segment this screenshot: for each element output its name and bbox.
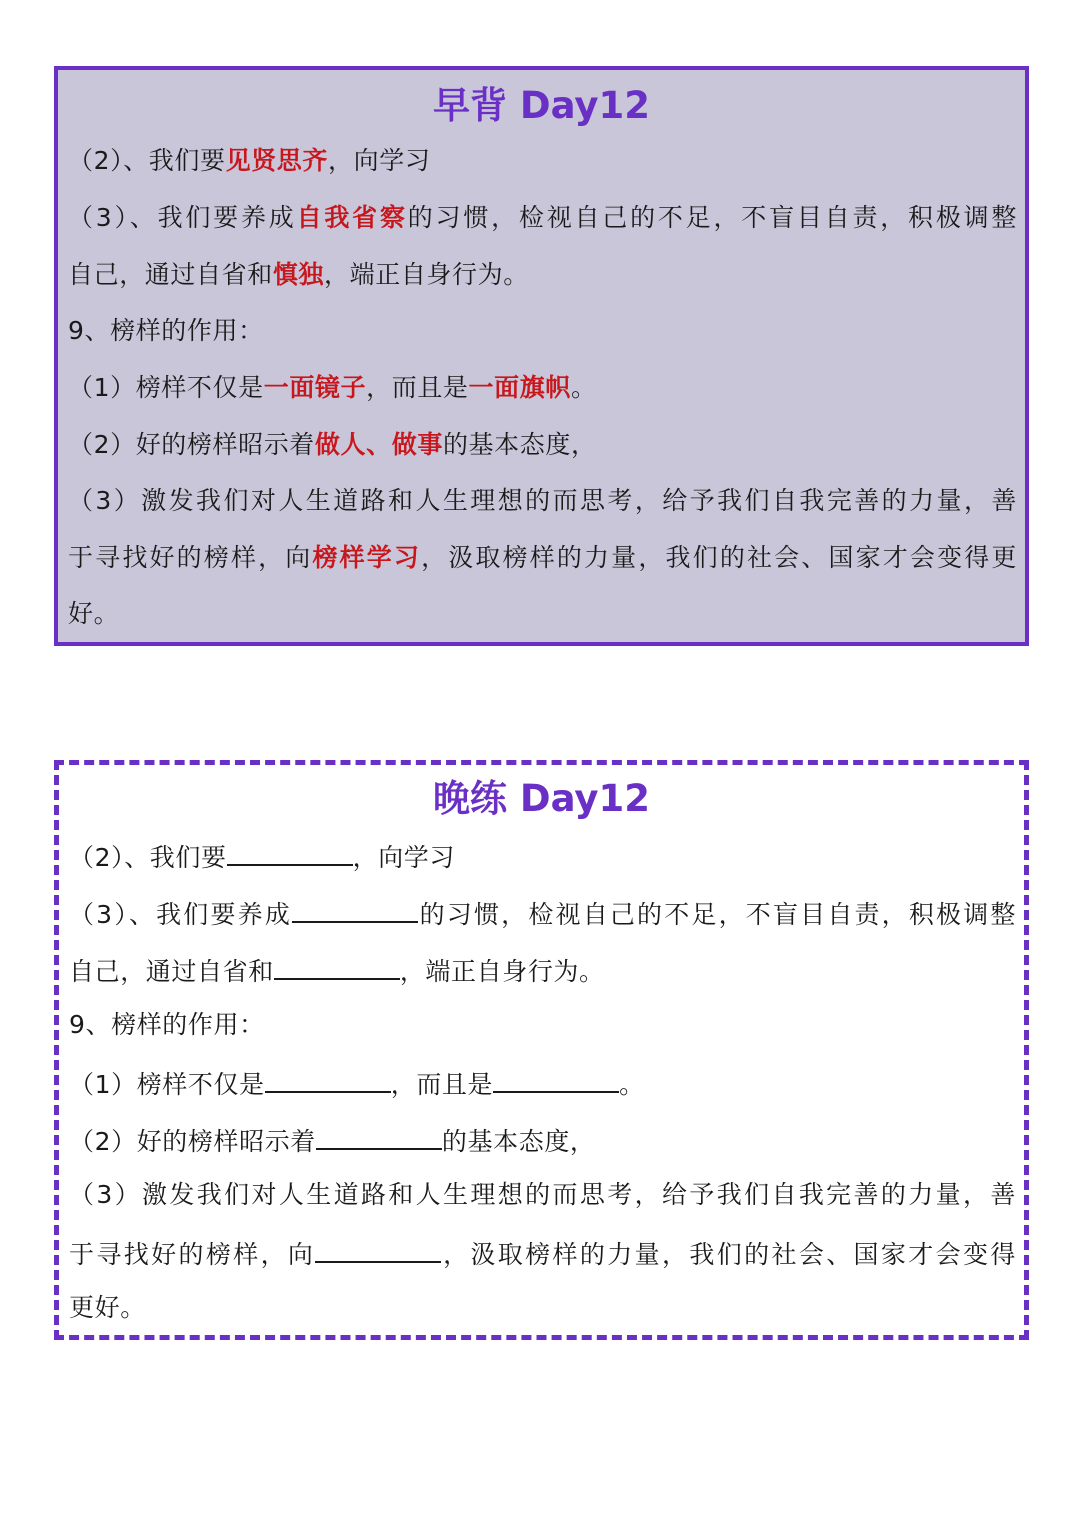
- morning-line-3: 自己，通过自省和慎独，端正自身行为。: [68, 260, 529, 289]
- fill-blank[interactable]: [316, 1124, 442, 1150]
- highlight-term: 做人、做事: [314, 430, 443, 459]
- highlight-term: 一面旗帜: [468, 373, 571, 402]
- morning-recitation-card: [54, 66, 1029, 646]
- morning-line-1: （2）、我们要见贤思齐，向学习: [68, 146, 431, 175]
- highlight-term: 自我省察: [296, 203, 408, 232]
- fill-blank[interactable]: [493, 1067, 619, 1093]
- evening-title: 晚练 Day12: [432, 777, 651, 820]
- highlight-term: 榜样学习: [312, 543, 422, 572]
- highlight-term: 慎独: [272, 260, 325, 289]
- fill-blank[interactable]: [274, 954, 400, 980]
- evening-line-7: （3）激发我们对人生道路和人生理想的而思考，给予我们自我完善的力量，善: [69, 1180, 1016, 1209]
- evening-line-3: 自己，通过自省和 ，端正自身行为。: [69, 954, 1016, 987]
- evening-line-6: （2）好的榜样昭示着 的基本态度，: [69, 1124, 1016, 1157]
- evening-line-5: （1）榜样不仅是 ，而且是 。: [69, 1067, 1016, 1100]
- morning-line-9: 好。: [68, 599, 120, 628]
- evening-line-1: （2）、我们要 ，向学习: [69, 840, 1016, 873]
- fill-blank[interactable]: [227, 840, 353, 866]
- morning-title: 早背 Day12: [432, 84, 651, 127]
- highlight-term: 一面镜子: [263, 373, 367, 402]
- evening-line-8: 于寻找好的榜样，向 ，汲取榜样的力量，我们的社会、国家才会变得: [69, 1237, 1016, 1270]
- evening-section-heading: 9、榜样的作用：: [69, 1010, 265, 1039]
- evening-practice-card: [54, 760, 1029, 1340]
- morning-section-heading: 9、榜样的作用：: [68, 316, 264, 345]
- morning-line-2: （3）、我们要养成自我省察的习惯，检视自己的不足，不盲目自责，积极调整: [68, 203, 1018, 232]
- evening-line-2: （3）、我们要养成 的习惯，检视自己的不足，不盲目自责，积极调整: [69, 897, 1016, 930]
- morning-line-6: （2）好的榜样昭示着做人、做事的基本态度，: [68, 430, 597, 459]
- evening-line-9: 更好。: [69, 1293, 146, 1322]
- fill-blank[interactable]: [315, 1237, 441, 1263]
- highlight-term: 见贤思齐: [225, 146, 329, 175]
- fill-blank[interactable]: [292, 897, 418, 923]
- morning-line-5: （1）榜样不仅是一面镜子，而且是一面旗帜。: [68, 373, 597, 402]
- morning-line-7: （3）激发我们对人生道路和人生理想的而思考，给予我们自我完善的力量，善: [68, 486, 1017, 515]
- morning-line-8: 于寻找好的榜样，向榜样学习，汲取榜样的力量，我们的社会、国家才会变得更: [68, 543, 1018, 572]
- fill-blank[interactable]: [265, 1067, 391, 1093]
